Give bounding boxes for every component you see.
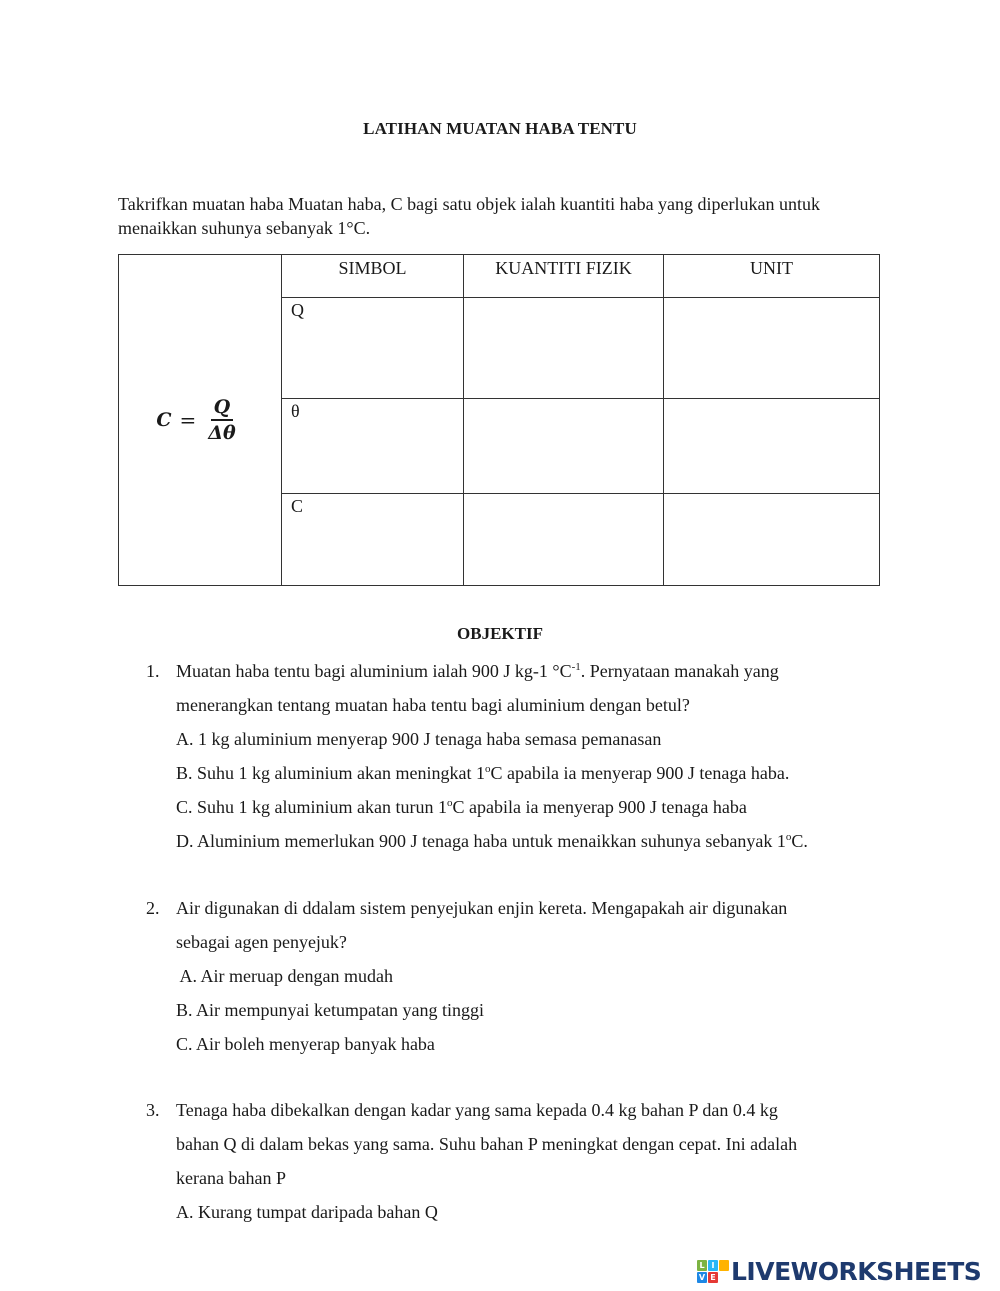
symbol-table: [118, 254, 880, 586]
option-text: C apabila ia menyerap 900 J tenaga haba.: [490, 763, 790, 783]
question-number: 1.: [146, 661, 160, 681]
formula-cell: [119, 255, 282, 586]
header-simbol: [282, 255, 464, 298]
option-b[interactable]: [146, 756, 886, 790]
cell-kuantiti-fizik-input[interactable]: [464, 494, 664, 586]
liveworksheets-logo: [697, 1257, 981, 1286]
option-a[interactable]: A. Kurang tumpat daripada bahan Q: [176, 1202, 438, 1222]
cell-unit-input[interactable]: [664, 399, 880, 494]
option-c[interactable]: C. Air boleh menyerap banyak haba: [176, 1034, 435, 1054]
badge-letter: L: [697, 1260, 707, 1271]
question-1: [146, 654, 886, 858]
badge-letter: [719, 1272, 729, 1283]
option-c[interactable]: [146, 790, 886, 824]
question-1-stem: [176, 654, 886, 688]
badge-letter: I: [708, 1260, 718, 1271]
option-text: C.: [791, 831, 808, 851]
cell-simbol: Q: [282, 298, 464, 399]
question-3-line-2: bahan Q di dalam bekas yang sama. Suhu bahan P meningkat dengan cepat. Ini adalah: [176, 1134, 798, 1154]
question-1-line-1: [146, 654, 886, 688]
option-text: C. Suhu 1 kg aluminium akan turun 1: [176, 797, 447, 817]
question-text: . Pernyataan manakah yang: [580, 661, 779, 681]
formula-lhs: C: [156, 409, 172, 431]
question-2: [146, 891, 886, 1061]
superscript: o: [484, 763, 491, 775]
formula-equals: =: [179, 408, 197, 432]
superscript: -1: [571, 661, 581, 673]
option-text: A. 1 kg aluminium menyerap 900 J tenaga haba semasa pemanasan: [176, 729, 662, 749]
header-kuantiti-fizik-label: KUANTITI FIZIK: [495, 258, 632, 278]
live-badge-icon: [697, 1260, 729, 1283]
superscript: o: [446, 797, 453, 809]
definition-paragraph: Takrifkan muatan haba Muatan haba, C bagi satu objek ialah kuantiti haba yang diperlukan untuk menaikkan suhunya sebanyak 1°C.: [118, 194, 821, 238]
question-3-line-1: [146, 1093, 886, 1127]
cell-simbol: C: [282, 494, 464, 586]
option-a[interactable]: A. Air meruap dengan mudah: [176, 966, 393, 986]
header-simbol-label: SIMBOL: [338, 258, 407, 278]
cell-unit-input[interactable]: [664, 298, 880, 399]
option-a[interactable]: [146, 722, 886, 756]
question-3: [146, 1093, 886, 1229]
header-unit-label: UNIT: [750, 258, 793, 278]
formula-denominator: Δθ: [208, 422, 236, 444]
option-text: B. Suhu 1 kg aluminium akan meningkat 1: [176, 763, 485, 783]
question-text: Air digunakan di ddalam sistem penyejukan enjin kereta. Mengapakah air digunakan: [176, 898, 788, 918]
cell-kuantiti-fizik-input[interactable]: [464, 298, 664, 399]
cell-kuantiti-fizik-input[interactable]: [464, 399, 664, 494]
worksheet-title: LATIHAN MUATAN HABA TENTU: [363, 119, 637, 138]
superscript: o: [785, 831, 792, 843]
option-text: C apabila ia menyerap 900 J tenaga haba: [452, 797, 747, 817]
badge-letter: V: [698, 1273, 706, 1282]
section-heading-objektif: OBJEKTIF: [457, 624, 543, 643]
question-1-line-2: menerangkan tentang muatan haba tentu bagi aluminium dengan betul?: [176, 695, 690, 715]
formula-fraction: [208, 396, 235, 444]
question-text: Muatan haba tentu bagi aluminium ialah 900 J kg-1 °C: [176, 661, 572, 681]
question-text: Tenaga haba dibekalkan dengan kadar yang sama kepada 0.4 kg bahan P dan 0.4 kg: [176, 1100, 778, 1120]
question-2-line-1: [146, 891, 886, 925]
logo-text: LIVEWORKSHEETS: [731, 1257, 982, 1286]
option-text: D. Aluminium memerlukan 900 J tenaga haba untuk menaikkan suhunya sebanyak 1: [176, 831, 786, 851]
question-2-line-2: sebagai agen penyejuk?: [176, 932, 347, 952]
cell-simbol: θ: [282, 399, 464, 494]
specific-heat-formula: [111, 396, 281, 444]
question-number: 3.: [146, 1100, 160, 1120]
header-kuantiti-fizik: [464, 255, 664, 298]
cell-unit-input[interactable]: [664, 494, 880, 586]
header-unit: [664, 255, 880, 298]
badge-letter: [719, 1260, 729, 1271]
formula-numerator: Q: [211, 396, 234, 421]
option-d[interactable]: [146, 824, 886, 858]
question-3-line-3: kerana bahan P: [176, 1168, 286, 1188]
option-b[interactable]: B. Air mempunyai ketumpatan yang tinggi: [176, 1000, 484, 1020]
question-number: 2.: [146, 898, 160, 918]
badge-letter: E: [708, 1272, 718, 1283]
